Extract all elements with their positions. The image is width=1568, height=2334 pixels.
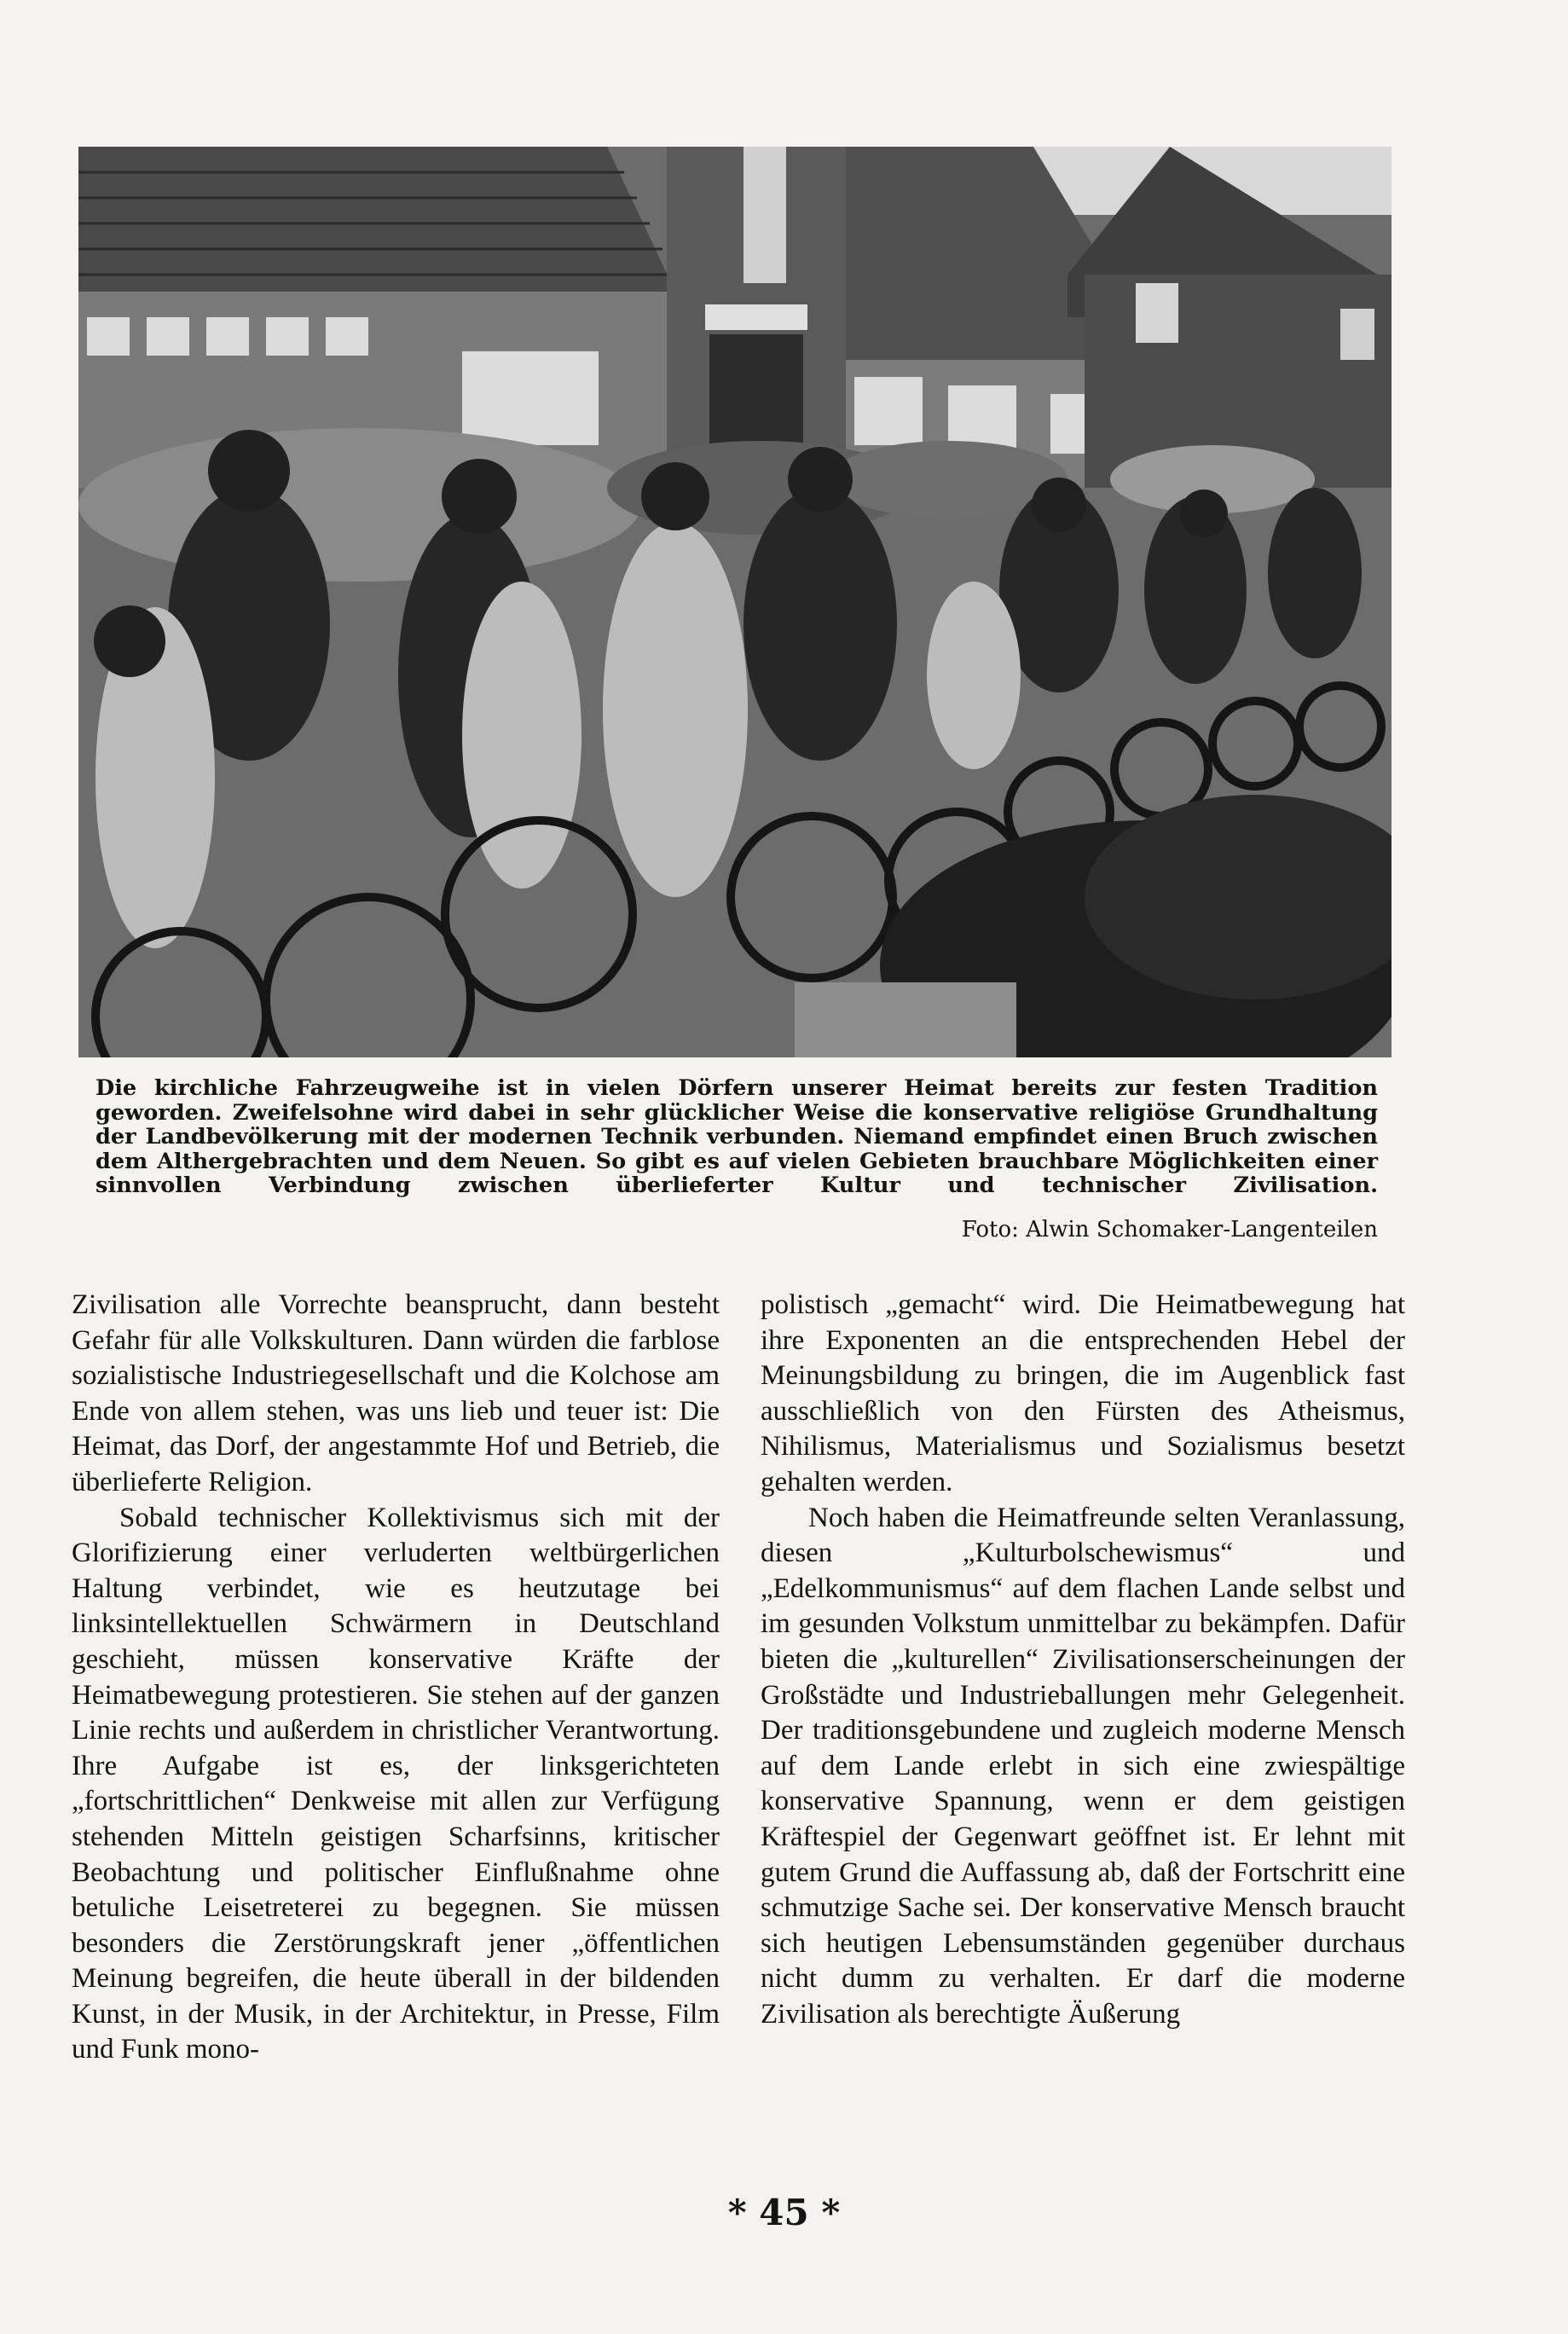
photo-credit: Foto: Alwin Schomaker-Langenteilen — [961, 1217, 1378, 1242]
text-column-right — [761, 1288, 1405, 2032]
page-number: * 45 * — [727, 2192, 841, 2233]
paragraph: Noch haben die Heimatfreunde selten Veranlassung, diesen „Kulturbolschewismus“ und „Edelkommunismus“ auf dem flachen Lande selbst und im gesunden Volkstum unmittelbar zu bekämpfen. Dafür bieten die „kulturellen“ Zivilisationserscheinungen der Großstädte und Industrieballungen mehr Gelegenheit. Der traditionsgebundene und zugleich moderne Mensch auf dem Lande erlebt in sich eine zwiespältige konservative Spannung, wenn er dem geistigen Kräftespiel der Gegenwart geöffnet ist. Er lehnt mit gutem Grund die Auffassung ab, daß der Fortschritt eine schmutzige Sache sei. Der konservative Mensch braucht sich heutigen Lebensumständen gegenüber durchaus nicht dumm zu verhalten. Er darf die moderne Zivilisation als berechtigte Äußerung — [761, 1502, 1405, 2030]
paragraph: polistisch „gemacht“ wird. Die Heimatbewegung hat ihre Exponenten an die entsprechenden Hebel der Meinungsbildung zu bringen, die im Augenblick fast ausschließlich von den Fürsten des Atheismus, Nihilismus, Materialismus und Sozialismus besetzt gehalten werden. — [761, 1289, 1405, 1497]
text-column-left — [72, 1288, 720, 2068]
photo-illustration — [78, 147, 1392, 1057]
paragraph: Zivilisation alle Vorrechte beansprucht, dann besteht Gefahr für alle Volkskulturen. Dann würden die farblose sozialistische Industriegesellschaft und die Kolchose am Ende von allem stehen, was uns lieb und teuer ist: Die Heimat, das Dorf, der angestammte Hof und Betrieb, die überlieferte Religion. — [72, 1289, 720, 1497]
photo-caption: Die kirchliche Fahrzeugweihe ist in vielen Dörfern unserer Heimat bereits zur festen Tradition geworden. Zweifelsohne wird dabei in sehr glücklicher Weise die konservative religiöse Grundhaltung der Landbevölkerung mit der modernen Technik verbunden. Niemand empfindet einen Bruch zwischen dem Althergebrachten und dem Neuen. So gibt es auf vielen Gebieten brauchbare Möglichkeiten einer sinnvollen Verbindung zwischen überlieferter Kultur und technischer Zivilisation. — [95, 1075, 1378, 1199]
paragraph: Sobald technischer Kollektivismus sich mit der Glorifizierung einer verluderten weltbürgerlichen Haltung verbindet, wie es heutzutage bei linksintellektuellen Schwärmern in Deutschland geschieht, müssen konservative Kräfte der Heimatbewegung protestieren. Sie stehen auf der ganzen Linie rechts und außerdem in christlicher Verantwortung. Ihre Aufgabe ist es, der linksgerichteten „fortschrittlichen“ Denkweise mit allen zur Verfügung stehenden Mitteln geistigen Scharfsinns, kritischer Beobachtung und politischer Einflußnahme ohne betuliche Leisetreterei zu begegnen. Sie müssen besonders die Zerstörungskraft jener „öffentlichen Meinung begreifen, die heute überall in der bildenden Kunst, in der Musik, in der Architektur, in Presse, Film und Funk mono- — [72, 1502, 720, 2065]
photo-vehicle-blessing — [78, 147, 1392, 1057]
